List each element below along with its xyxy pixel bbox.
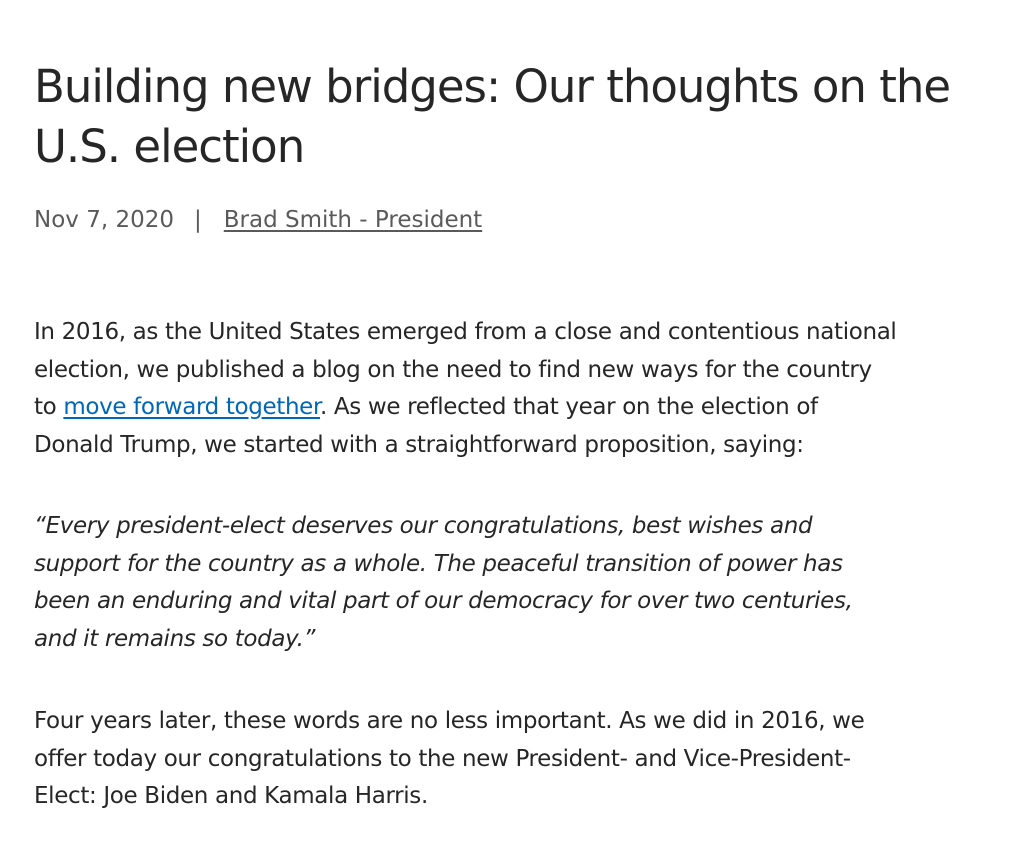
quote-line-3: been an enduring and vital part of our democracy for over two centuries, (34, 588, 853, 614)
intro-line-2: election, we published a blog on the need to find new ways for the country (34, 356, 872, 383)
quote-paragraph (34, 508, 1009, 658)
publish-date: Nov 7, 2020 (34, 207, 174, 233)
intro-line-4: Donald Trump, we started with a straightforward proposition, saying: (34, 431, 804, 458)
closing-line-1: Four years later, these words are no less important. As we did in 2016, we (34, 708, 865, 734)
closing-line-2: offer today our congratulations to the new President- and Vice-President- (34, 745, 851, 772)
closing-line-3: Elect: Joe Biden and Kamala Harris. (34, 783, 428, 809)
intro-paragraph (34, 314, 1009, 464)
closing-paragraph (34, 703, 1009, 816)
author-link[interactable]: Brad Smith - President (223, 207, 483, 233)
byline-separator: | (194, 207, 202, 233)
intro-line-1: In 2016, as the United States emerged from a close and contentious national (34, 319, 897, 345)
intro-line-3-after: . As we reflected that year on the election of (319, 394, 818, 420)
article-title (34, 57, 994, 177)
intro-line-3 (34, 389, 1009, 427)
move-forward-together-link[interactable]: move forward together (63, 394, 320, 420)
article-title-line-1: Building new bridges: Our thoughts on the (34, 60, 951, 113)
quote-line-4: and it remains so today.” (34, 625, 316, 652)
intro-line-3-before: to (34, 394, 64, 420)
quote-line-1: “Every president-elect deserves our congratulations, best wishes and (34, 513, 813, 539)
article-title-line-2: U.S. election (34, 120, 305, 173)
article-byline (34, 203, 482, 237)
quote-line-2: support for the country as a whole. The peaceful transition of power has (34, 550, 843, 577)
